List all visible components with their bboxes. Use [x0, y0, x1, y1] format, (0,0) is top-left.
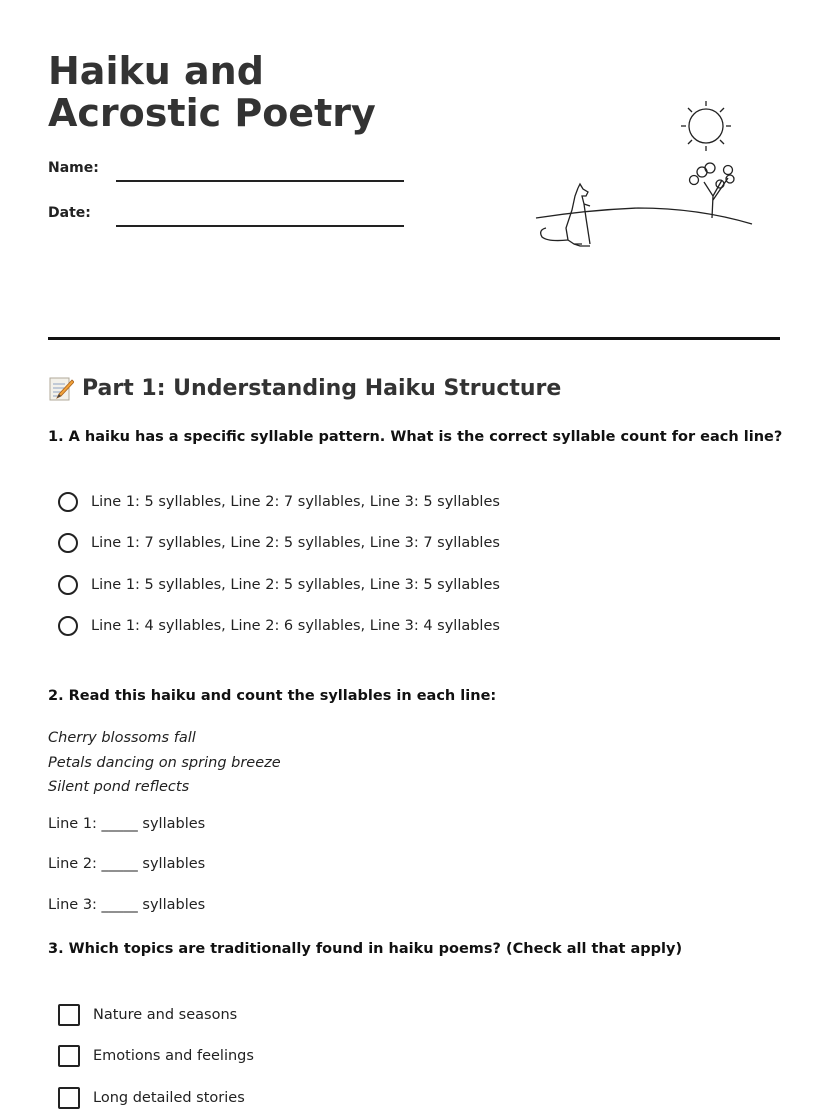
name-label: Name:: [48, 160, 99, 176]
syllable-blank-1[interactable]: Line 1: _____ syllables: [48, 816, 206, 832]
q3-option-2-label: Emotions and feelings: [93, 1048, 254, 1064]
q1-option-3-label: Line 1: 5 syllables, Line 2: 5 syllables, Line 3: 5 syllables: [91, 577, 500, 593]
syllable-blank-3[interactable]: Line 3: _____ syllables: [48, 897, 206, 913]
memo-icon: [48, 374, 74, 402]
sun-icon: [681, 101, 731, 151]
poem-line-3: Silent pond reflects: [48, 779, 190, 795]
date-label: Date:: [48, 205, 91, 221]
q1-option-2-label: Line 1: 7 syllables, Line 2: 5 syllables, Line 3: 7 syllables: [91, 535, 500, 551]
q1-option-3[interactable]: [58, 575, 500, 595]
q3-option-3-label: Long detailed stories: [93, 1090, 245, 1106]
question-2-text: 2. Read this haiku and count the syllables in each line:: [48, 688, 497, 704]
q1-option-1[interactable]: [58, 492, 500, 512]
date-field[interactable]: [116, 225, 404, 227]
page-title: Haiku and Acrostic Poetry: [48, 49, 376, 135]
q1-option-1-label: Line 1: 5 syllables, Line 2: 7 syllables, Line 3: 5 syllables: [91, 494, 500, 510]
q3-option-2[interactable]: [58, 1045, 254, 1067]
checkbox[interactable]: [58, 1045, 80, 1067]
syllable-blank-2[interactable]: Line 2: _____ syllables: [48, 856, 206, 872]
part1-heading: [48, 374, 561, 402]
question-1-text: 1. A haiku has a specific syllable pattern. What is the correct syllable count for each line?: [48, 429, 783, 445]
part1-title: Part 1: Understanding Haiku Structure: [82, 375, 562, 401]
checkbox[interactable]: [58, 1004, 80, 1026]
name-field[interactable]: [116, 180, 404, 182]
q3-option-1-label: Nature and seasons: [93, 1007, 238, 1023]
question-3-text: 3. Which topics are traditionally found in haiku poems? (Check all that apply): [48, 941, 683, 957]
radio-button[interactable]: [58, 533, 78, 553]
q1-option-4[interactable]: [58, 616, 500, 636]
kangaroo-icon: [541, 184, 590, 246]
poem-line-1: Cherry blossoms fall: [48, 730, 196, 746]
q1-option-2[interactable]: [58, 533, 500, 553]
haiku-poem: [48, 726, 281, 800]
radio-button[interactable]: [58, 575, 78, 595]
header-illustration: [528, 92, 758, 257]
name-field-row: [48, 160, 404, 176]
radio-button[interactable]: [58, 492, 78, 512]
q3-option-3[interactable]: [58, 1087, 245, 1109]
poem-line-2: Petals dancing on spring breeze: [48, 754, 281, 771]
q3-option-1[interactable]: [58, 1004, 237, 1026]
checkbox[interactable]: [58, 1087, 80, 1109]
radio-button[interactable]: [58, 616, 78, 636]
q1-option-4-label: Line 1: 4 syllables, Line 2: 6 syllables, Line 3: 4 syllables: [91, 618, 500, 634]
date-field-row: [48, 205, 404, 221]
section-divider: [48, 337, 780, 340]
tree-icon: [690, 163, 735, 218]
